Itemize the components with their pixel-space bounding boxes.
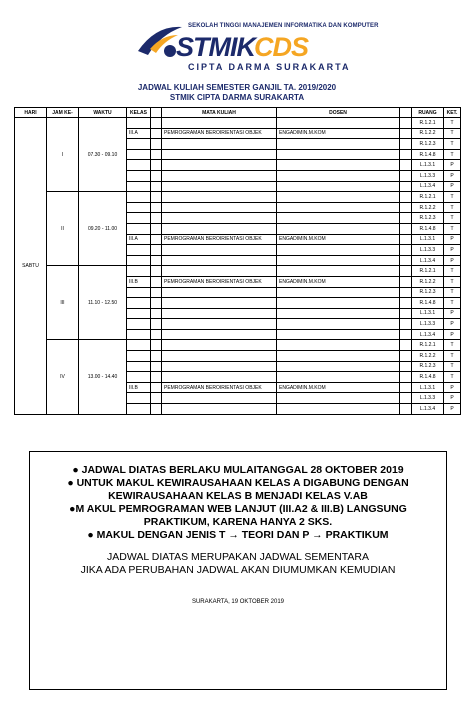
cell-ruang: R.1.2.2 — [412, 351, 444, 362]
cell-blank — [400, 223, 412, 234]
cell-kelas — [127, 351, 151, 362]
cell-kelas — [127, 223, 151, 234]
cell-ket: P — [444, 170, 461, 181]
cell-mata-kuliah — [162, 181, 277, 192]
cell-kelas — [127, 361, 151, 372]
cell-dosen — [277, 139, 400, 150]
cell-kelas — [127, 329, 151, 340]
cell-blank — [400, 361, 412, 372]
cell-dosen — [277, 118, 400, 129]
logo-subtitle: CIPTA DARMA SURAKARTA — [188, 62, 351, 72]
cell-mata-kuliah: PEMROGRAMAN BEROIRIENTASI OBJEK — [162, 128, 277, 139]
cell-ruang: R.1.2.3 — [412, 213, 444, 224]
cell-ket: T — [444, 351, 461, 362]
logo-brand-cds: CDS — [254, 32, 309, 62]
cell-blank — [151, 170, 162, 181]
notice-date: SURAKARTA, 19 OKTOBER 2019 — [191, 599, 285, 605]
cell-kelas — [127, 393, 151, 404]
logo-brand-stmik: STMIK — [176, 32, 255, 62]
header-ruang: RUANG — [412, 108, 444, 118]
cell-hari: SABTU — [15, 118, 47, 415]
cell-blank — [400, 351, 412, 362]
cell-mata-kuliah — [162, 223, 277, 234]
cell-mata-kuliah — [162, 308, 277, 319]
cell-blank — [400, 276, 412, 287]
cell-blank — [400, 382, 412, 393]
cell-blank — [151, 223, 162, 234]
cell-ket: T — [444, 340, 461, 351]
cell-ruang: R.1.2.2 — [412, 128, 444, 139]
cell-blank — [400, 181, 412, 192]
cell-ket: P — [444, 308, 461, 319]
cell-mata-kuliah — [162, 149, 277, 160]
table-row — [15, 340, 461, 351]
cell-dosen — [277, 170, 400, 181]
cell-blank — [400, 170, 412, 181]
cell-ket: P — [444, 382, 461, 393]
notice-line: JIKA ADA PERUBAHAN JADWAL AKAN DIUMUMKAN KEMUDIAN — [80, 564, 396, 576]
cell-ruang: R.1.2.2 — [412, 276, 444, 287]
cell-dosen — [277, 319, 400, 330]
cell-ket: T — [444, 192, 461, 203]
cell-ruang: L.1.3.4 — [412, 329, 444, 340]
cell-ket: P — [444, 255, 461, 266]
cell-mata-kuliah — [162, 329, 277, 340]
cell-blank — [400, 319, 412, 330]
cell-blank — [400, 128, 412, 139]
cell-ruang: L.1.3.4 — [412, 181, 444, 192]
notice-line: ● MAKUL DENGAN JENIS T → TEORI DAN P → PRAKTIKUM — [87, 529, 389, 541]
cell-blank — [400, 118, 412, 129]
cell-dosen: ENGADIMIN.M.KOM — [277, 128, 400, 139]
cell-mata-kuliah — [162, 139, 277, 150]
cell-mata-kuliah — [162, 372, 277, 383]
cell-mata-kuliah — [162, 245, 277, 256]
header-dosen: DOSEN — [277, 108, 400, 118]
notice-line: KEWIRAUSAHAAN KELAS B MENJADI KELAS V.AB — [108, 490, 368, 502]
cell-blank — [151, 298, 162, 309]
cell-ruang: R.1.4.8 — [412, 149, 444, 160]
cell-mata-kuliah — [162, 287, 277, 298]
table-header-row — [15, 108, 461, 118]
cell-dosen — [277, 149, 400, 160]
cell-blank — [151, 128, 162, 139]
cell-jam: IV — [47, 340, 79, 414]
cell-dosen — [277, 181, 400, 192]
cell-mata-kuliah — [162, 404, 277, 415]
cell-dosen — [277, 393, 400, 404]
institution-title: STMIK CIPTA DARMA SURAKARTA — [169, 93, 305, 102]
cell-mata-kuliah — [162, 170, 277, 181]
cell-ruang: R.1.2.3 — [412, 139, 444, 150]
cell-blank — [151, 149, 162, 160]
cell-waktu: 11.10 - 12.50 — [79, 266, 127, 340]
cell-kelas — [127, 308, 151, 319]
cell-blank — [400, 372, 412, 383]
cell-dosen — [277, 192, 400, 203]
notice-line: ● JADWAL DIATAS BERLAKU MULAITANGGAL 28 OKTOBER 2019 — [72, 464, 404, 476]
cell-blank — [151, 139, 162, 150]
cell-ket: T — [444, 139, 461, 150]
cell-ket: P — [444, 245, 461, 256]
cell-ket: P — [444, 404, 461, 415]
cell-ruang: R.1.4.8 — [412, 298, 444, 309]
cell-mata-kuliah — [162, 351, 277, 362]
cell-ruang: L.1.3.3 — [412, 245, 444, 256]
cell-mata-kuliah — [162, 340, 277, 351]
cell-kelas — [127, 372, 151, 383]
cell-blank — [151, 351, 162, 362]
cell-ket: T — [444, 223, 461, 234]
header-hari: HARI — [15, 108, 47, 118]
cell-ruang: R.1.2.1 — [412, 118, 444, 129]
table-row — [15, 266, 461, 277]
cell-dosen — [277, 351, 400, 362]
cell-blank — [400, 393, 412, 404]
cell-mata-kuliah: PEMROGRAMAN BEROIRIENTASI OBJEK — [162, 382, 277, 393]
cell-kelas: III.A — [127, 128, 151, 139]
cell-kelas: III.B — [127, 276, 151, 287]
cell-jam: III — [47, 266, 79, 340]
cell-kelas — [127, 404, 151, 415]
cell-blank — [151, 118, 162, 129]
cell-kelas — [127, 181, 151, 192]
cell-ruang: L.1.3.3 — [412, 319, 444, 330]
header-blank-1 — [151, 108, 162, 118]
cell-ruang: R.1.4.8 — [412, 223, 444, 234]
cell-kelas — [127, 266, 151, 277]
cell-dosen — [277, 223, 400, 234]
cell-ruang: L.1.3.1 — [412, 234, 444, 245]
cell-blank — [400, 340, 412, 351]
cell-blank — [151, 308, 162, 319]
cell-blank — [400, 287, 412, 298]
cell-kelas — [127, 213, 151, 224]
cell-mata-kuliah — [162, 255, 277, 266]
cell-mata-kuliah — [162, 118, 277, 129]
cell-blank — [400, 255, 412, 266]
cell-ket: T — [444, 361, 461, 372]
cell-kelas — [127, 160, 151, 171]
cell-ket: P — [444, 393, 461, 404]
cell-ket: T — [444, 298, 461, 309]
cell-blank — [151, 372, 162, 383]
cell-ruang: R.1.2.1 — [412, 192, 444, 203]
cell-kelas — [127, 245, 151, 256]
cell-blank — [151, 255, 162, 266]
cell-dosen — [277, 298, 400, 309]
cell-blank — [151, 329, 162, 340]
cell-blank — [151, 202, 162, 213]
header-jam: JAM KE- — [47, 108, 79, 118]
cell-blank — [400, 192, 412, 203]
cell-ruang: R.1.2.3 — [412, 287, 444, 298]
header-waktu: WAKTU — [79, 108, 127, 118]
cell-kelas — [127, 139, 151, 150]
cell-dosen: ENGADIMIN.M.KOM — [277, 276, 400, 287]
notice-line: ● UNTUK MAKUL KEWIRAUSAHAAN KELAS A DIGABUNG DENGAN — [67, 477, 409, 489]
cell-blank — [400, 160, 412, 171]
cell-ket: T — [444, 266, 461, 277]
cell-dosen — [277, 308, 400, 319]
cell-kelas — [127, 202, 151, 213]
cell-blank — [151, 192, 162, 203]
header-blank-2 — [400, 108, 412, 118]
cell-ruang: R.1.2.1 — [412, 266, 444, 277]
cell-mata-kuliah — [162, 393, 277, 404]
cell-blank — [151, 393, 162, 404]
cell-ruang: L.1.3.3 — [412, 170, 444, 181]
cell-ket: T — [444, 372, 461, 383]
stmik-logo — [136, 21, 379, 79]
cell-blank — [151, 340, 162, 351]
cell-blank — [400, 404, 412, 415]
cell-kelas — [127, 287, 151, 298]
cell-mata-kuliah — [162, 266, 277, 277]
cell-ket: P — [444, 160, 461, 171]
cell-ket: T — [444, 276, 461, 287]
cell-dosen — [277, 160, 400, 171]
cell-ruang: R.1.2.2 — [412, 202, 444, 213]
cell-ruang: R.1.2.1 — [412, 340, 444, 351]
cell-blank — [151, 266, 162, 277]
cell-blank — [151, 276, 162, 287]
cell-blank — [400, 213, 412, 224]
cell-blank — [400, 139, 412, 150]
cell-blank — [151, 181, 162, 192]
cell-ket: P — [444, 181, 461, 192]
header-ket: KET. — [444, 108, 461, 118]
cell-ruang: L.1.3.1 — [412, 382, 444, 393]
cell-dosen: ENGADIMIN.M.KOM — [277, 382, 400, 393]
cell-kelas — [127, 319, 151, 330]
cell-dosen — [277, 372, 400, 383]
cell-ket: T — [444, 202, 461, 213]
cell-dosen — [277, 213, 400, 224]
cell-mata-kuliah: PEMROGRAMAN BEROIRIENTASI OBJEK — [162, 234, 277, 245]
cell-kelas — [127, 149, 151, 160]
cell-mata-kuliah — [162, 319, 277, 330]
header-kelas: KELAS — [127, 108, 151, 118]
cell-ket: T — [444, 287, 461, 298]
cell-ruang: L.1.3.3 — [412, 393, 444, 404]
schedule-title: JADWAL KULIAH SEMESTER GANJIL TA. 2019/2020 — [137, 83, 337, 92]
cell-ruang: L.1.3.4 — [412, 255, 444, 266]
cell-blank — [151, 382, 162, 393]
cell-blank — [400, 308, 412, 319]
cell-kelas: III.B — [127, 382, 151, 393]
cell-ruang: L.1.3.4 — [412, 404, 444, 415]
cell-blank — [151, 213, 162, 224]
cell-dosen — [277, 287, 400, 298]
cell-blank — [151, 319, 162, 330]
cell-dosen — [277, 340, 400, 351]
cell-blank — [400, 245, 412, 256]
cell-dosen — [277, 404, 400, 415]
cell-mata-kuliah — [162, 361, 277, 372]
cell-ruang: L.1.3.1 — [412, 308, 444, 319]
cell-ket: T — [444, 213, 461, 224]
cell-blank — [400, 202, 412, 213]
cell-ruang: R.1.2.3 — [412, 361, 444, 372]
cell-blank — [151, 160, 162, 171]
cell-blank — [151, 287, 162, 298]
cell-dosen — [277, 202, 400, 213]
cell-kelas — [127, 192, 151, 203]
cell-ket: P — [444, 234, 461, 245]
cell-kelas — [127, 298, 151, 309]
cell-ket: T — [444, 118, 461, 129]
cell-kelas — [127, 118, 151, 129]
cell-kelas — [127, 340, 151, 351]
cell-blank — [400, 266, 412, 277]
cell-mata-kuliah — [162, 298, 277, 309]
cell-dosen: ENGADIMIN.M.KOM — [277, 234, 400, 245]
cell-blank — [151, 361, 162, 372]
cell-ket: T — [444, 128, 461, 139]
cell-mata-kuliah: PEMROGRAMAN BEROIRIENTASI OBJEK — [162, 276, 277, 287]
cell-waktu: 13.00 - 14.40 — [79, 340, 127, 414]
notice-box — [29, 451, 447, 690]
table-row — [15, 192, 461, 203]
table-row — [15, 118, 461, 129]
cell-waktu: 07.30 - 09.10 — [79, 118, 127, 192]
cell-kelas — [127, 255, 151, 266]
cell-ruang: L.1.3.1 — [412, 160, 444, 171]
cell-blank — [400, 298, 412, 309]
cell-ket: T — [444, 149, 461, 160]
cell-kelas: III.A — [127, 234, 151, 245]
cell-jam: II — [47, 192, 79, 266]
cell-mata-kuliah — [162, 202, 277, 213]
cell-blank — [151, 245, 162, 256]
logo-tagline: SEKOLAH TINGGI MANAJEMEN INFORMATIKA DAN KOMPUTER — [188, 23, 379, 29]
cell-ruang: R.1.4.8 — [412, 372, 444, 383]
cell-ket: P — [444, 329, 461, 340]
cell-blank — [400, 329, 412, 340]
cell-mata-kuliah — [162, 192, 277, 203]
cell-dosen — [277, 245, 400, 256]
cell-dosen — [277, 255, 400, 266]
cell-dosen — [277, 361, 400, 372]
cell-kelas — [127, 170, 151, 181]
header-mata-kuliah: MATA KULIAH — [162, 108, 277, 118]
cell-ket: P — [444, 319, 461, 330]
notice-line: ●M AKUL PEMROGRAMAN WEB LANJUT (III.A2 & III.B) LANGSUNG — [69, 503, 407, 515]
cell-blank — [151, 404, 162, 415]
notice-line: JADWAL DIATAS MERUPAKAN JADWAL SEMENTARA — [107, 551, 369, 563]
cell-dosen — [277, 329, 400, 340]
cell-blank — [400, 234, 412, 245]
cell-blank — [400, 149, 412, 160]
cell-mata-kuliah — [162, 213, 277, 224]
cell-jam: I — [47, 118, 79, 192]
schedule-table — [14, 107, 461, 415]
cell-blank — [151, 234, 162, 245]
cell-waktu: 09.20 - 11.00 — [79, 192, 127, 266]
cell-dosen — [277, 266, 400, 277]
notice-line: PRAKTIKUM, KARENA HANYA 2 SKS. — [143, 516, 333, 528]
cell-mata-kuliah — [162, 160, 277, 171]
